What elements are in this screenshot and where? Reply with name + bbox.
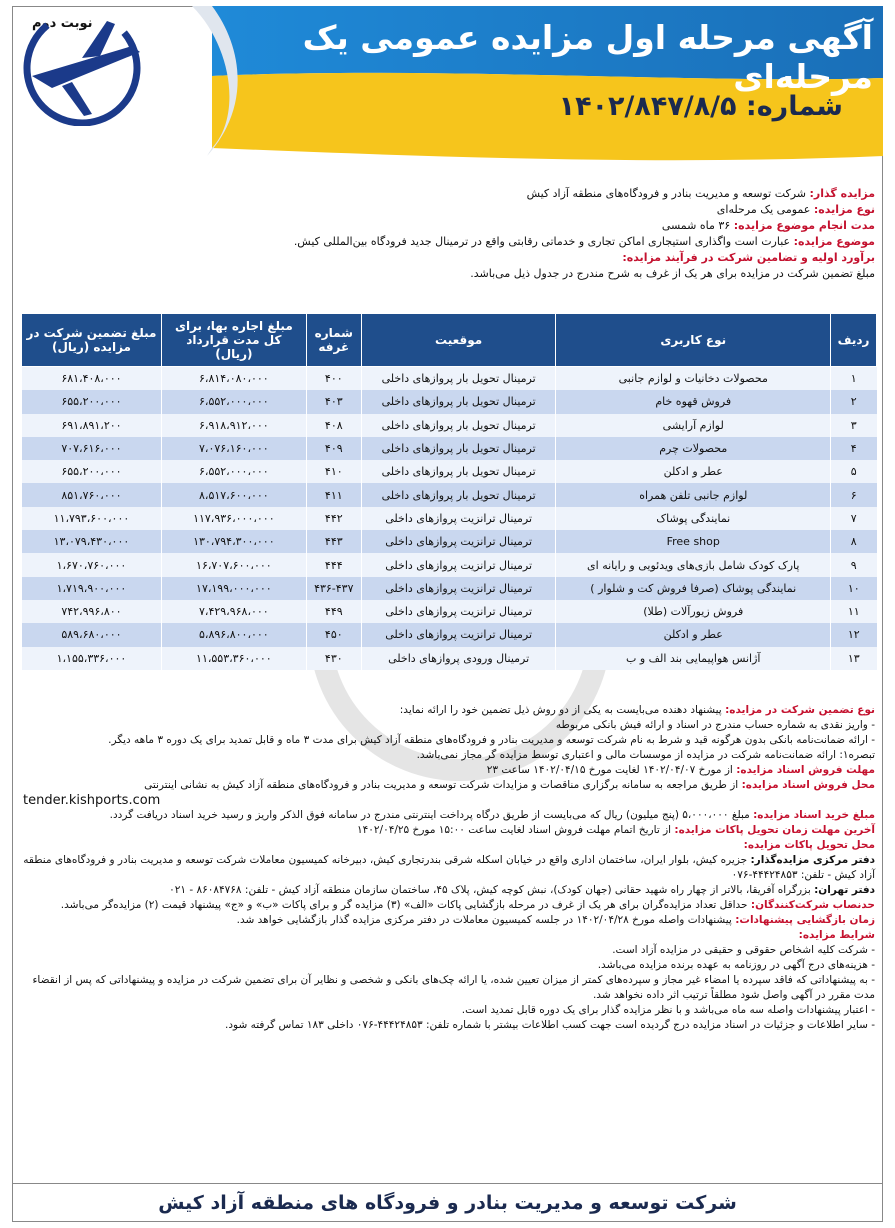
table-cell: ترمینال ترانزیت پروازهای داخلی xyxy=(361,600,556,623)
header xyxy=(12,6,883,183)
table-cell: ۱۰ xyxy=(831,577,877,600)
deadline-text: از تاریخ اتمام مهلت فروش اسناد لغایت ساعت ۱۵:۰۰ مورخ ۱۴۰۲/۰۴/۲۵ xyxy=(357,824,675,836)
table-cell: ۵۸۹،۶۸۰،۰۰۰ xyxy=(22,623,162,646)
table-cell: ۱۷،۱۹۹،۰۰۰،۰۰۰ xyxy=(161,577,306,600)
table-cell: ۳ xyxy=(831,414,877,437)
table-cell: ۴۴۲ xyxy=(306,507,361,530)
table-cell: ترمینال ترانزیت پروازهای داخلی xyxy=(361,530,556,553)
table-row xyxy=(22,390,877,413)
table-cell: نمایندگی پوشاک (صرفا فروش کت و شلوار ) xyxy=(556,577,831,600)
notice-number: شماره: ۱۴۰۲/۸۴۷/۸/۵ xyxy=(558,91,843,122)
guarantee-label: نوع تضمین شرکت در مزایده: xyxy=(725,704,875,716)
table-cell: ۶،۵۵۲،۰۰۰،۰۰۰ xyxy=(161,460,306,483)
table-cell: ۸،۵۱۷،۶۰۰،۰۰۰ xyxy=(161,483,306,506)
tehran-office-label: دفتر تهران: xyxy=(814,884,875,896)
table-cell: ۸ xyxy=(831,530,877,553)
table-header-cell: شماره غرفه xyxy=(306,314,361,367)
table-cell: فروش زیورآلات (طلا) xyxy=(556,600,831,623)
table-cell: ۴۰۹ xyxy=(306,437,361,460)
table-cell: ۱۱،۵۵۳،۳۶۰،۰۰۰ xyxy=(161,647,306,670)
table-cell: Free shop xyxy=(556,530,831,553)
table-cell: ۴۰۸ xyxy=(306,414,361,437)
table-cell: ۵،۸۹۶،۸۰۰،۰۰۰ xyxy=(161,623,306,646)
table-cell: ۱،۶۷۰،۷۶۰،۰۰۰ xyxy=(22,553,162,576)
opening-label: زمان بازگشایی پیشنهادات: xyxy=(735,914,875,926)
table-cell: ترمینال تحویل بار پروازهای داخلی xyxy=(361,367,556,391)
table-cell: ۷،۰۷۶،۱۶۰،۰۰۰ xyxy=(161,437,306,460)
duration-text: ۳۶ ماه شمسی xyxy=(661,219,734,232)
table-cell: ۴۱۱ xyxy=(306,483,361,506)
table-cell: ۲ xyxy=(831,390,877,413)
quorum-text: حداقل تعداد مزایده‌گران برای هر یک از غرف در مرحله بازگشایی پاکات «الف» (۳) مزایده گر و برای پاکات «ب» و «ج» پیشنهاد قیمت (۲) مزایده‌گر می‌باشد. xyxy=(60,899,751,911)
table-header-cell: مبلغ تضمین شرکت در مزایده (ریال) xyxy=(22,314,162,367)
intro-section xyxy=(25,186,875,282)
subject-label: موضوع مزایده: xyxy=(793,235,875,248)
quorum-label: حدنصاب شرکت‌کنندگان: xyxy=(750,899,875,911)
table-cell: ۶۸۱،۴۰۸،۰۰۰ xyxy=(22,367,162,391)
table-cell: محصولات چرم xyxy=(556,437,831,460)
table-cell: پارک کودک شامل بازی‌های ویدئویی و رایانه ای xyxy=(556,553,831,576)
auction-type-label: نوع مزایده: xyxy=(813,203,875,216)
table-cell: ۶،۸۱۴،۰۸۰،۰۰۰ xyxy=(161,367,306,391)
table-header-cell: موقعیت xyxy=(361,314,556,367)
table-cell: عطر و ادکلن xyxy=(556,460,831,483)
table-cell: ۱ xyxy=(831,367,877,391)
condition-2: - هزینه‌های درج آگهی در روزنامه به عهده برنده مزایده می‌باشد. xyxy=(597,959,875,971)
table-cell: ۱۶،۷۰۷،۶۰۰،۰۰۰ xyxy=(161,553,306,576)
table-header-cell: مبلغ اجاره بها، برای کل مدت قرارداد (ریال) xyxy=(161,314,306,367)
table-cell: ۴۴۳ xyxy=(306,530,361,553)
table-cell: ۱۲ xyxy=(831,623,877,646)
central-office-label: دفتر مرکزی مزایده‌گذار: xyxy=(750,854,875,866)
table-cell: آژانس هواپیمایی بند الف و ب xyxy=(556,647,831,670)
central-office-text: جزیره کیش، بلوار ایران، ساختمان اداری واقع در خیابان اسکله شرقی بندرتجاری کیش، دبیرخانه کمیسیون معاملات شرکت توسعه و مدیریت بنادر و فرودگاه‌های منطقه آزاد کیش - تلفن: ۴۴۴۲۴۸۵۳-۰۷۶ xyxy=(23,854,875,881)
table-cell: ۴ xyxy=(831,437,877,460)
table-header-cell: نوع کاربری xyxy=(556,314,831,367)
table-cell: ۶،۹۱۸،۹۱۲،۰۰۰ xyxy=(161,414,306,437)
table-row xyxy=(22,553,877,576)
table-cell: ۴۱۰ xyxy=(306,460,361,483)
table-cell: ۱۱ xyxy=(831,600,877,623)
table-cell: ۹ xyxy=(831,553,877,576)
notice-title: آگهی مرحله اول مزایده عمومی یک مرحله‌ای xyxy=(302,18,873,96)
table-row xyxy=(22,600,877,623)
guarantee-text: پیشنهاد دهنده می‌بایست به یکی از دو روش ذیل تضمین خود را ارائه نماید: xyxy=(399,704,726,716)
table-row xyxy=(22,437,877,460)
round-label: نوبت دوم xyxy=(32,16,93,31)
sale-place-text: از طریق مراجعه به سامانه برگزاری مناقصات و مزایدات شرکت توسعه و مدیریت بنادر و فرودگاه‌های منطقه آزاد کیش به نشانی اینترنتی xyxy=(144,779,742,791)
table-cell: ۴۰۳ xyxy=(306,390,361,413)
table-cell: ۴۰۰ xyxy=(306,367,361,391)
table-cell: ۶ xyxy=(831,483,877,506)
tender-link[interactable]: tender.kishports.com xyxy=(23,793,161,808)
table-header-row xyxy=(22,314,877,367)
condition-1: - شرکت کلیه اشخاص حقوقی و حقیقی در مزایده آزاد است. xyxy=(612,944,875,956)
table-cell: ترمینال ترانزیت پروازهای داخلی xyxy=(361,623,556,646)
auction-type-text: عمومی یک مرحله‌ای xyxy=(716,203,814,216)
duration-label: مدت انجام موضوع مزایده: xyxy=(733,219,875,232)
table-row xyxy=(22,647,877,670)
auctioneer-label: مزایده گذار: xyxy=(809,187,875,200)
table-row xyxy=(22,483,877,506)
table-row xyxy=(22,414,877,437)
condition-5: - سایر اطلاعات و جزئیات در اسناد مزایده درج گردیده است جهت کسب اطلاعات بیشتر با شماره تلفن: ۴۴۴۲۴۸۵۳-۰۷۶ داخلی ۱۸۳ تماس گرفته شود. xyxy=(225,1019,875,1031)
table-cell: ۴۵۰ xyxy=(306,623,361,646)
table-header-cell: ردیف xyxy=(831,314,877,367)
doc-price-text: مبلغ ۵،۰۰۰،۰۰۰ (پنج میلیون) ریال که می‌بایست از طریق درگاه پرداخت اینترنتی مندرج در سامانه فوق الذکر واریز و رسید خرید اسناد دریافت گردد. xyxy=(109,809,754,821)
table-cell: لوازم جانبی تلفن همراه xyxy=(556,483,831,506)
table-cell: ۵ xyxy=(831,460,877,483)
table-cell: ۱۱،۷۹۳،۶۰۰،۰۰۰ xyxy=(22,507,162,530)
table-row xyxy=(22,367,877,391)
table-cell: ۱۱۷،۹۳۶،۰۰۰،۰۰۰ xyxy=(161,507,306,530)
condition-3: - به پیشنهاداتی که فاقد سپرده یا امضاء غیر مجاز و سپرده‌های کمتر از میزان تعیین شده، یا ارائه چک‌های بانکی و شخصی و نظایر آن برای تضمین شرکت در مزایده و پیشنهاداتی که پس از انقضاء مدت مقرر در آگهی واصل شود مطلقاً ترتیب اثر داده نخواهد شد. xyxy=(32,974,875,1001)
delivery-place-label: محل تحویل پاکات مزایده: xyxy=(743,839,875,851)
table-row xyxy=(22,460,877,483)
booths-table xyxy=(21,313,877,670)
table-cell: ۱۳ xyxy=(831,647,877,670)
table-cell: ترمینال ورودی پروازهای داخلی xyxy=(361,647,556,670)
table-cell: ترمینال تحویل بار پروازهای داخلی xyxy=(361,460,556,483)
table-cell: ۶،۵۵۲،۰۰۰،۰۰۰ xyxy=(161,390,306,413)
estimate-label: برآورد اولیه و تضامین شرکت در فرآیند مزایده: xyxy=(622,251,875,264)
sale-place-label: محل فروش اسناد مزایده: xyxy=(741,779,875,791)
table-cell: ۸۵۱،۷۶۰،۰۰۰ xyxy=(22,483,162,506)
table-cell: ۷۰۷،۶۱۶،۰۰۰ xyxy=(22,437,162,460)
table-cell: ۱،۱۵۵،۳۳۶،۰۰۰ xyxy=(22,647,162,670)
table-cell: ۶۵۵،۲۰۰،۰۰۰ xyxy=(22,460,162,483)
table-cell: ۱۳،۰۷۹،۴۳۰،۰۰۰ xyxy=(22,530,162,553)
note-1: تبصره۱: ارائه ضمانت‌نامه شرکت در مزایده از موسسات مالی و اعتباری توسط مزایده گر مجاز نمی‌باشد. xyxy=(416,749,875,761)
table-cell: ترمینال ترانزیت پروازهای داخلی xyxy=(361,577,556,600)
table-row xyxy=(22,507,877,530)
table-row xyxy=(22,623,877,646)
doc-price-label: مبلغ خرید اسناد مزایده: xyxy=(753,809,875,821)
table-cell: ترمینال تحویل بار پروازهای داخلی xyxy=(361,390,556,413)
table-cell: ۴۳۰ xyxy=(306,647,361,670)
table-cell: لوازم آرایشی xyxy=(556,414,831,437)
table-row xyxy=(22,530,877,553)
auctioneer-text: شرکت توسعه و مدیریت بنادر و فرودگاه‌های منطقه آزاد کیش xyxy=(526,187,810,200)
opening-text: پیشنهادات واصله مورخ ۱۴۰۲/۰۴/۲۸ در جلسه کمیسیون معاملات در دفتر مرکزی مزایده گذار بازگشایی خواهد شد. xyxy=(236,914,736,926)
table-cell: محصولات دخانیات و لوازم جانبی xyxy=(556,367,831,391)
table-cell: ترمینال ترانزیت پروازهای داخلی xyxy=(361,553,556,576)
table-row xyxy=(22,577,877,600)
table-cell: ترمینال تحویل بار پروازهای داخلی xyxy=(361,437,556,460)
sale-period-text: از مورخ ۱۴۰۲/۰۴/۰۷ لغایت مورخ ۱۴۰۲/۰۴/۱۵ ساعت ۲۳ xyxy=(486,764,737,776)
table-cell: ترمینال تحویل بار پروازهای داخلی xyxy=(361,414,556,437)
deadline-label: آخرین مهلت زمان تحویل پاکات مزایده: xyxy=(674,824,875,836)
sale-period-label: مهلت فروش اسناد مزایده: xyxy=(736,764,875,776)
table-cell: ترمینال ترانزیت پروازهای داخلی xyxy=(361,507,556,530)
footer-company: شرکت توسعه و مدیریت بنادر و فرودگاه های منطقه آزاد کیش xyxy=(12,1183,883,1222)
conditions-label: شرایط مزایده: xyxy=(798,929,875,941)
table-cell: ترمینال تحویل بار پروازهای داخلی xyxy=(361,483,556,506)
table-cell: ۴۴۴ xyxy=(306,553,361,576)
subject-text: عبارت است واگذاری استیجاری اماکن تجاری و خدماتی رقابتی واقع در ترمینال جدید فرودگاه بین‌المللی کیش. xyxy=(293,235,794,248)
condition-4: - اعتبار پیشنهادات واصله سه ماه می‌باشد و با نظر مزایده گذار برای یک دوره قابل تمدید است. xyxy=(461,1004,875,1016)
table-cell: ۱۳۰،۷۹۴،۳۰۰،۰۰۰ xyxy=(161,530,306,553)
table-cell: ۷ xyxy=(831,507,877,530)
table-cell: ۶۵۵،۲۰۰،۰۰۰ xyxy=(22,390,162,413)
conditions-section xyxy=(23,703,875,1033)
kish-logo-icon xyxy=(12,6,152,126)
table-cell: ۶۹۱،۸۹۱،۲۰۰ xyxy=(22,414,162,437)
table-cell: ۴۴۹ xyxy=(306,600,361,623)
table-cell: ۷۴۲،۹۹۶،۸۰۰ xyxy=(22,600,162,623)
table-cell: ۴۳۶-۴۳۷ xyxy=(306,577,361,600)
table-cell: نمایندگی پوشاک xyxy=(556,507,831,530)
table-cell: ۱،۷۱۹،۹۰۰،۰۰۰ xyxy=(22,577,162,600)
guarantee-option-cash: - واریز نقدی به شماره حساب مندرج در اسناد و ارائه فیش بانکی مربوطه xyxy=(555,719,875,731)
table-cell: ۷،۴۲۹،۹۶۸،۰۰۰ xyxy=(161,600,306,623)
table-cell: عطر و ادکلن xyxy=(556,623,831,646)
table-cell: فروش قهوه خام xyxy=(556,390,831,413)
tehran-office-text: بزرگراه آفریقا، بالاتر از چهار راه شهید حقانی (جهان کودک)، نبش کوچه کیش، پلاک ۴۵، ساختمان سازمان منطقه آزاد کیش - تلفن: ۸۶۰۸۴۷۶۸ - ۰۲۱ xyxy=(169,884,815,896)
guarantee-option-bank: - ارائه ضمانت‌نامه بانکی بدون هرگونه قید و شرط به نام شرکت توسعه و مدیریت بنادر و فرودگاه‌های منطقه آزاد کیش برای مدت ۳ ماه و قابل تمدید برای یک دوره ۳ ماهه دیگر. xyxy=(108,734,875,746)
estimate-text: مبلغ تضمین شرکت در مزایده برای هر یک از غرف به شرح مندرج در جدول ذیل می‌باشد. xyxy=(470,267,875,280)
